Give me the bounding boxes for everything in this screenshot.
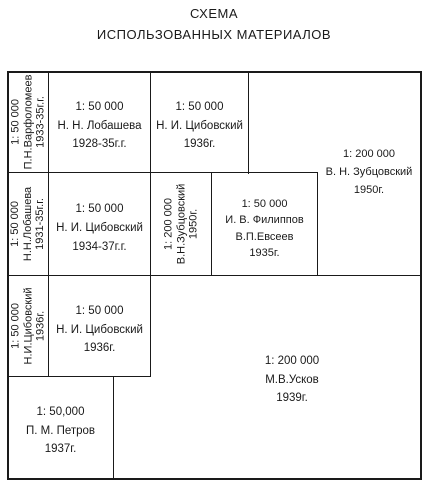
sheet-vartolomeev (8, 72, 48, 172)
sheet-author: В. Н. Зубцовский (325, 165, 413, 178)
scheme-subtitle: ИСПОЛЬЗОВАННЫХ МАТЕРИАЛОВ (96, 27, 332, 42)
sheet-author: М.В.Усков (265, 373, 319, 386)
sheet-zubtsovsky-large (318, 127, 420, 217)
sheet-years: 1936г. (34, 310, 47, 342)
sheet-scale: 1: 200 000 (343, 147, 395, 160)
sheet-years: 1939г. (276, 392, 308, 405)
sheet-uskov (212, 335, 372, 425)
sheet-lobasheva-1928 (49, 80, 150, 172)
sheet-tsibovsky-1936-middle (49, 284, 150, 376)
sheet-zubtsovsky-narrow (151, 173, 211, 275)
sheet-petrov (8, 384, 113, 478)
grid-line (113, 376, 114, 479)
scheme-title: СХЕМА (190, 6, 238, 21)
sheet-author: В.Н.Зубцовский (174, 183, 187, 265)
sheet-years: 1934-37г.г. (72, 240, 127, 253)
sheet-lobasheva-1931 (8, 173, 48, 275)
sheet-years: 1931-35г.г. (34, 198, 47, 250)
grid-line (7, 275, 421, 276)
outer-border-bottom (7, 478, 421, 480)
sheet-years: 1950г. (353, 184, 385, 197)
sheet-scale: 1: 50 000 (75, 100, 124, 113)
sheet-scale: 1: 200 000 (264, 354, 320, 367)
sheet-years: 1936г. (83, 342, 116, 355)
sheet-filippov-evseev (212, 182, 317, 275)
sheet-scale: 1: 200 000 (162, 198, 175, 250)
sheet-author: И. В. Филиппов (225, 214, 304, 226)
sheet-author-2: В.П.Евсеев (235, 230, 294, 243)
sheet-years: 1935г. (249, 247, 280, 259)
sheet-years: 1928-35г.г. (72, 138, 127, 151)
sheet-author: Н. И. Цибовский (156, 119, 243, 132)
sheet-scale: 1: 50 000 (241, 197, 288, 210)
outer-border-top (7, 71, 421, 73)
sheet-author: П.Н.Варфоломеев (21, 74, 34, 170)
sheet-years: 1936г. (183, 138, 216, 151)
sheet-scale: 1: 50 000 (75, 304, 124, 317)
sheet-scale: 1: 50 000 (175, 100, 224, 113)
sheet-scale: 1: 50 000 (75, 203, 124, 216)
sheet-tsibovsky-1934 (49, 182, 150, 275)
sheet-author: Н.И.Цибовский (21, 287, 34, 365)
sheet-scale: 1: 50 000 (9, 201, 22, 247)
sheet-scale: 1: 50 000 (9, 99, 22, 145)
sheet-scale: 1: 50,000 (36, 405, 85, 418)
sheet-years: 1937г. (44, 443, 77, 456)
sheet-author: Н. И. Цибовский (56, 323, 143, 336)
sheet-tsibovsky-1936-vertical (8, 276, 48, 376)
sheet-author: Н.Н.Лобашева (21, 186, 34, 262)
grid-line (248, 71, 249, 174)
grid-line (211, 172, 318, 173)
sheet-author: П. М. Петров (25, 424, 96, 437)
sheet-author: Н. И. Цибовский (56, 222, 143, 235)
sheet-author: Н. Н. Лобашева (57, 119, 142, 132)
grid-line (7, 376, 151, 377)
sheet-tsibovsky-1936-top (151, 80, 248, 172)
sheet-scale: 1: 50 000 (9, 303, 22, 349)
sheet-years: 1950г. (187, 208, 200, 240)
sheet-years: 1933-35г.г. (34, 96, 47, 148)
